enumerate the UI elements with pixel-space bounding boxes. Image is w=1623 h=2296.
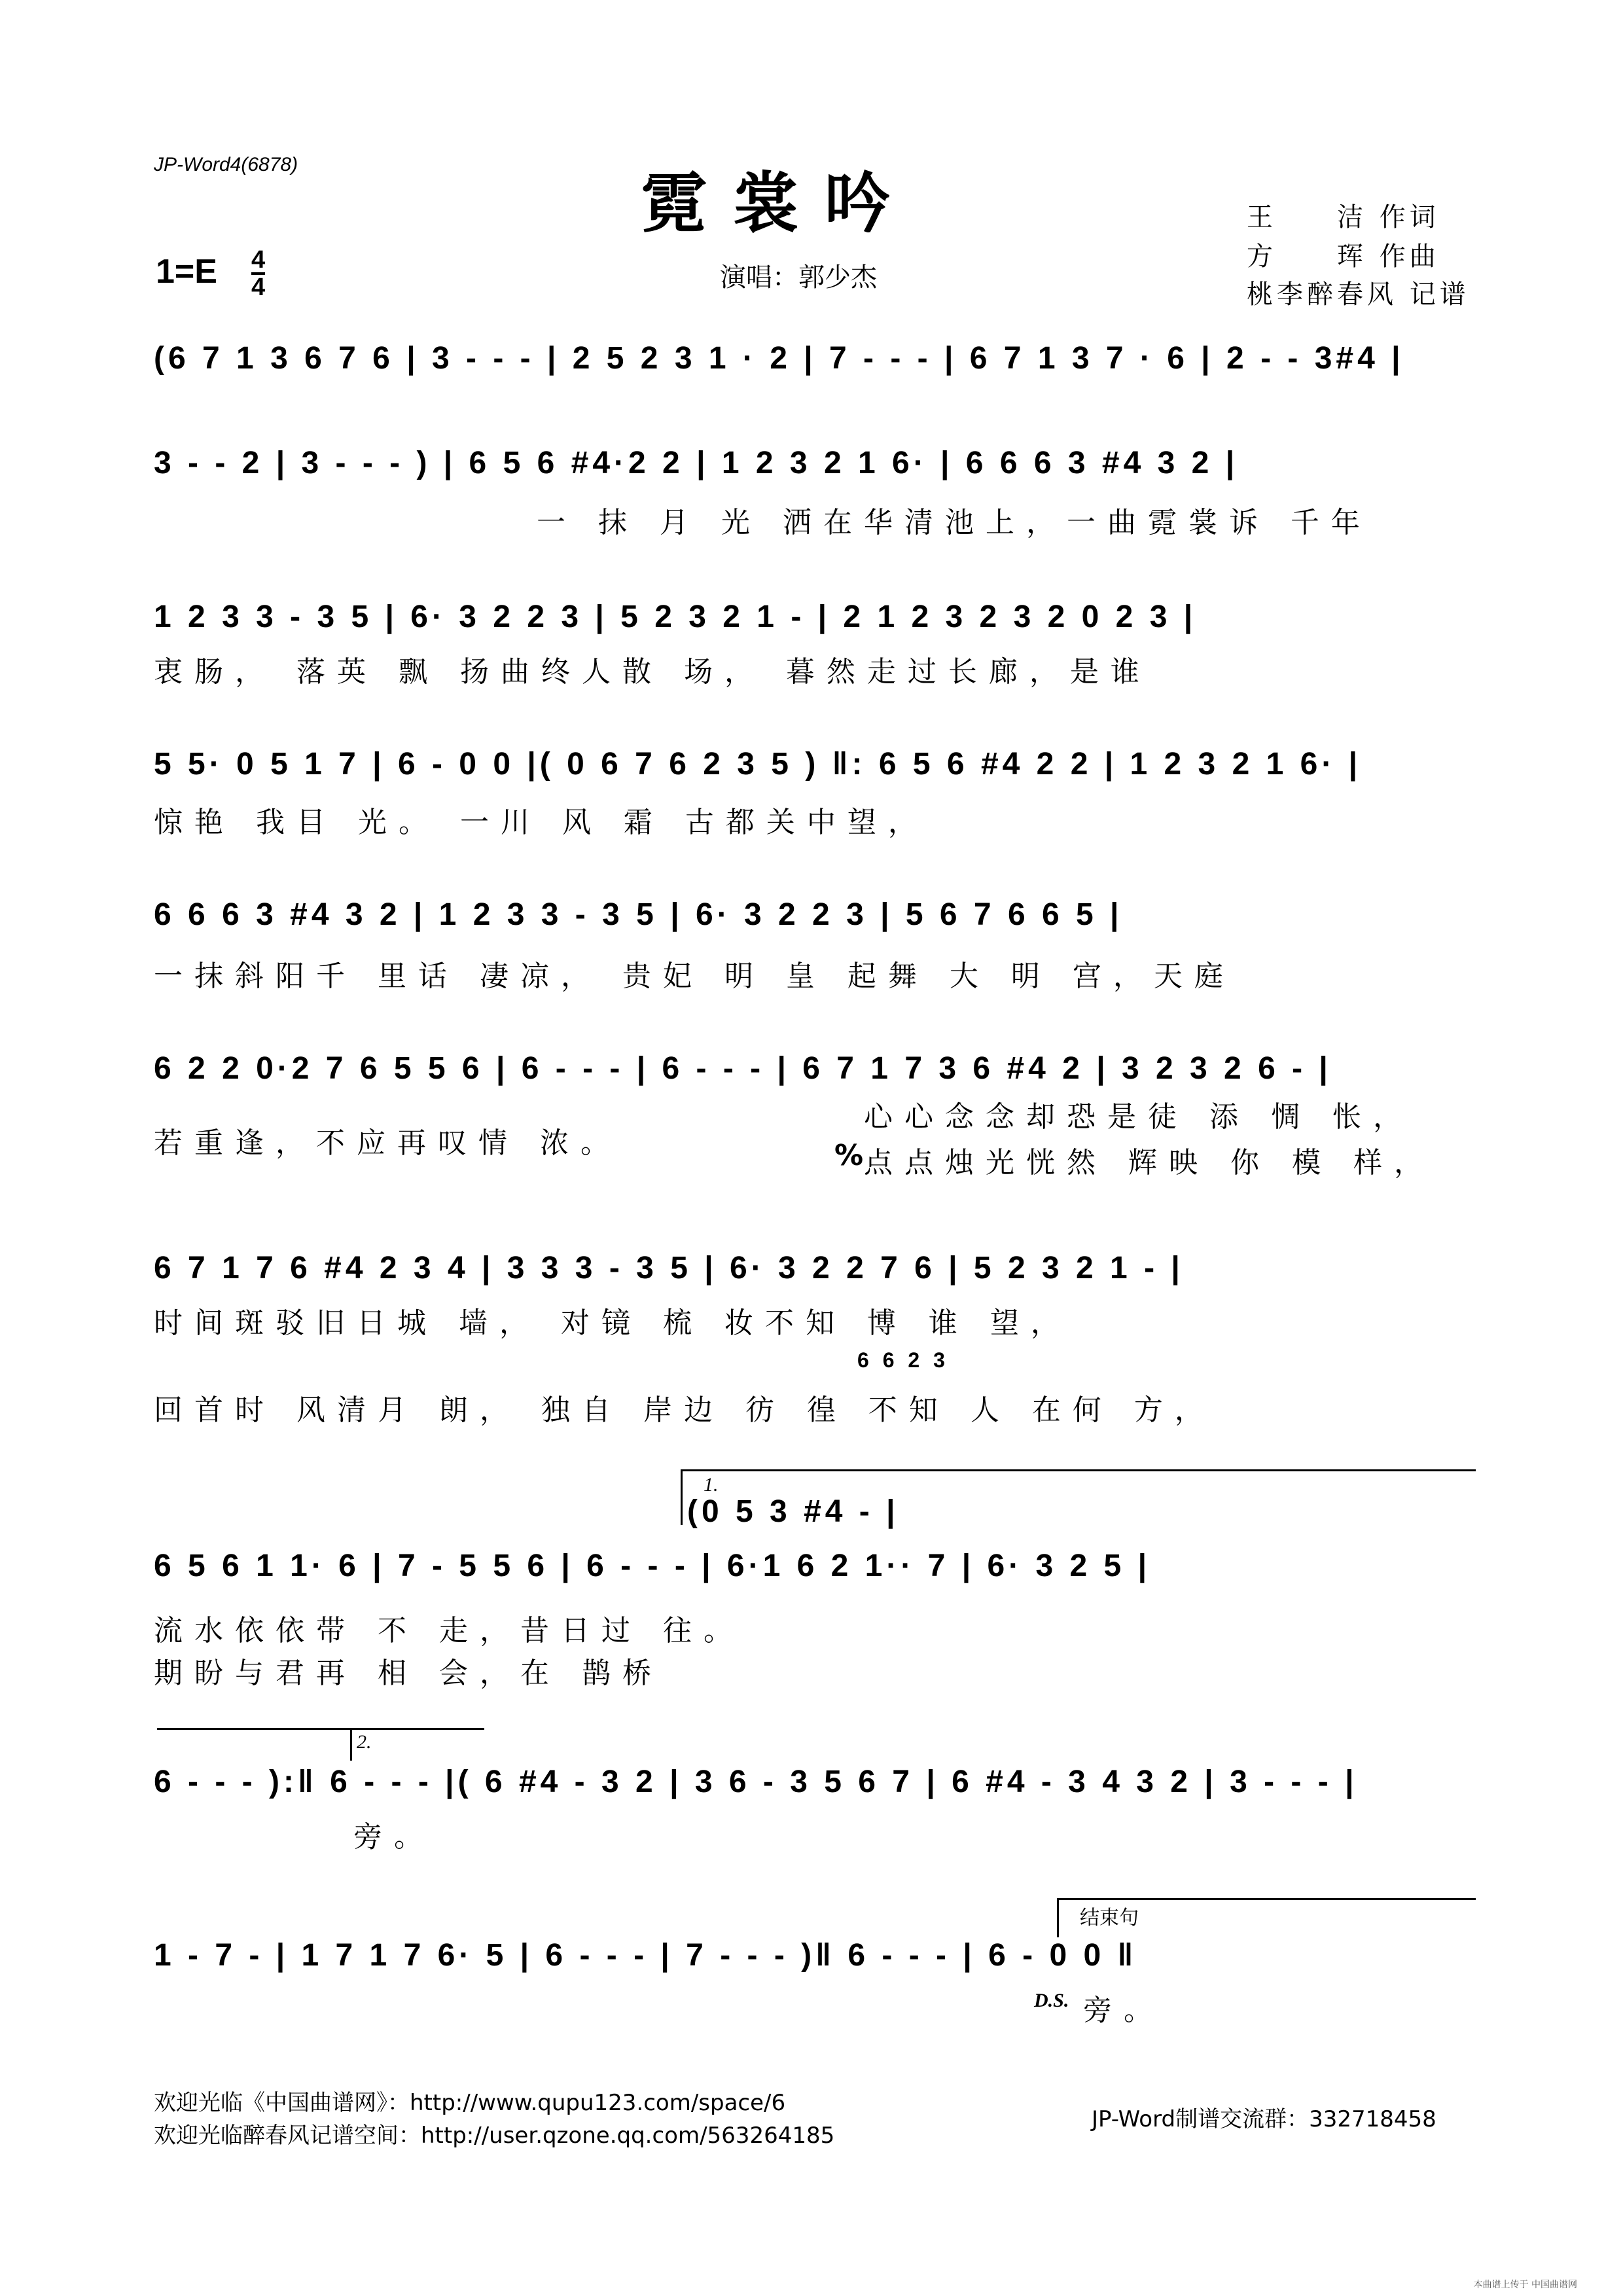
lyricist-credit: 王 洁 作词 xyxy=(1247,202,1440,232)
notation-line-4: 5 5· 0 5 1 7 | 6 - 0 0 |( 0 6 7 6 2 3 5 ) ‖: 6 5 6 #4 2 2 | 1 2 3 2 1 6· | xyxy=(154,747,1362,781)
volta-1-bracket-side xyxy=(681,1469,683,1525)
volta-2-label: 2. xyxy=(357,1731,372,1753)
notation-line-9: 6 - - - ):‖ 6 - - - |( 6 #4 - 3 2 | 3 6 - 3 5 6 7 | 6 #4 - 3 4 3 2 | 3 - - - | xyxy=(154,1765,1358,1799)
notation-line-8: 6 5 6 1 1· 6 | 7 - 5 5 6 | 6 - - - | 6·1 6 2 1·· 7 | 6· 3 2 5 | xyxy=(154,1549,1151,1583)
notation-line-1: (6 7 1 3 6 7 6 | 3 - - - | 2 5 2 3 1 · 2 | 7 - - - | 6 7 1 3 7 · 6 | 2 - - 3#4 | xyxy=(154,341,1404,376)
ending-label: 结束句 xyxy=(1080,1907,1139,1929)
transcriber-credit: 桃李醉春风 记谱 xyxy=(1247,279,1470,310)
footer-link-qzone[interactable]: 欢迎光临醉春风记谱空间：http://user.qzone.qq.com/563264185 xyxy=(154,2123,835,2149)
composer-credit: 方 珲 作曲 xyxy=(1247,242,1440,272)
lyric-line-8a: 流水依依带 不 走，昔日过 往。 xyxy=(154,1614,744,1647)
software-label: JP-Word4(6878) xyxy=(154,154,298,175)
volta-1-notes: (0 5 3 #4 - | xyxy=(687,1494,899,1529)
notation-line-3: 1 2 3 3 - 3 5 | 6· 3 2 2 3 | 5 2 3 2 1 - | 2 1 2 3 2 3 2 0 2 3 | xyxy=(154,600,1197,634)
ending-bracket xyxy=(1057,1898,1476,1900)
lyric-line-8b: 期盼与君再 相 会，在 鹊桥 xyxy=(154,1657,663,1690)
lyric-line-7b: 回首时 风清月 朗， 独自 岸边 彷 徨 不知 人 在何 方， xyxy=(154,1393,1215,1427)
notation-line-5: 6 6 6 3 #4 3 2 | 1 2 3 3 - 3 5 | 6· 3 2 2 3 | 5 6 7 6 6 5 | xyxy=(154,897,1123,932)
lyric-line-9: 旁。 xyxy=(353,1820,435,1854)
time-signature xyxy=(251,246,266,301)
footer-link-qupu[interactable]: 欢迎光临《中国曲谱网》：http://www.qupu123.com/space/6 xyxy=(154,2090,786,2116)
ds-mark: D.S. xyxy=(1034,1990,1069,2011)
time-signature-bottom: 4 xyxy=(251,274,266,301)
volta-1-bracket xyxy=(681,1469,1476,1471)
lyric-line-6: 若重逢，不应再叹情 浓。 xyxy=(154,1126,621,1160)
ds-lyric: 旁。 xyxy=(1083,1994,1164,2027)
volta-1-label: 1. xyxy=(704,1474,719,1496)
song-title: 霓裳吟 xyxy=(641,164,916,242)
lyric-line-5: 一抹斜阳千 里话 凄凉， 贵妃 明 皇 起舞 大 明 宫，天庭 xyxy=(154,960,1235,993)
lyric-line-3: 衷肠， 落英 飘 扬曲终人散 场， 暮然走过长廊，是谁 xyxy=(154,655,1151,689)
time-signature-top: 4 xyxy=(251,246,266,274)
footer-group-info: JP-Word制谱交流群：332718458 xyxy=(1092,2106,1436,2132)
volta-2-bracket-side xyxy=(350,1728,352,1761)
notation-line-6: 6 2 2 0·2 7 6 5 5 6 | 6 - - - | 6 - - - | 6 7 1 7 3 6 #4 2 | 3 2 3 2 6 - | xyxy=(154,1051,1332,1086)
notation-line-2: 3 - - 2 | 3 - - - ) | 6 5 6 #4·2 2 | 1 2 3 2 1 6· | 6 6 6 3 #4 3 2 | xyxy=(154,446,1239,480)
verse-a-lyric: 心心念念却恐是徒 添 惆 怅， xyxy=(864,1100,1414,1134)
lyric-line-4: 惊艳 我目 光。 一川 风 霜 古都关中望， xyxy=(154,806,929,839)
watermark: 本曲谱上传于 中国曲谱网 xyxy=(1473,2280,1577,2290)
lyric-line-2: 一 抹 月 光 洒在华清池上，一曲霓裳诉 千年 xyxy=(537,506,1372,539)
small-notes-line-7: 6 6 2 3 xyxy=(857,1348,949,1372)
notation-line-7: 6 7 1 7 6 #4 2 3 4 | 3 3 3 - 3 5 | 6· 3 2 2 7 6 | 5 2 3 2 1 - | xyxy=(154,1251,1184,1285)
lyric-line-7a: 时间斑驳旧日城 墙， 对镜 梳 妆不知 博 谁 望， xyxy=(154,1306,1071,1340)
segno-sign: % xyxy=(834,1139,864,1172)
singer: 演唱：郭少杰 xyxy=(720,262,877,293)
notation-line-10: 1 - 7 - | 1 7 1 7 6· 5 | 6 - - - | 7 - - - )‖ 6 - - - | 6 - 0 0 ‖ xyxy=(154,1938,1137,1973)
ending-bracket-side xyxy=(1057,1898,1059,1937)
key-signature: 1=E xyxy=(156,253,217,291)
volta-2-top-rule xyxy=(157,1728,484,1730)
verse-b-lyric: 点点烛光恍然 辉映 你 模 样， xyxy=(864,1146,1435,1179)
